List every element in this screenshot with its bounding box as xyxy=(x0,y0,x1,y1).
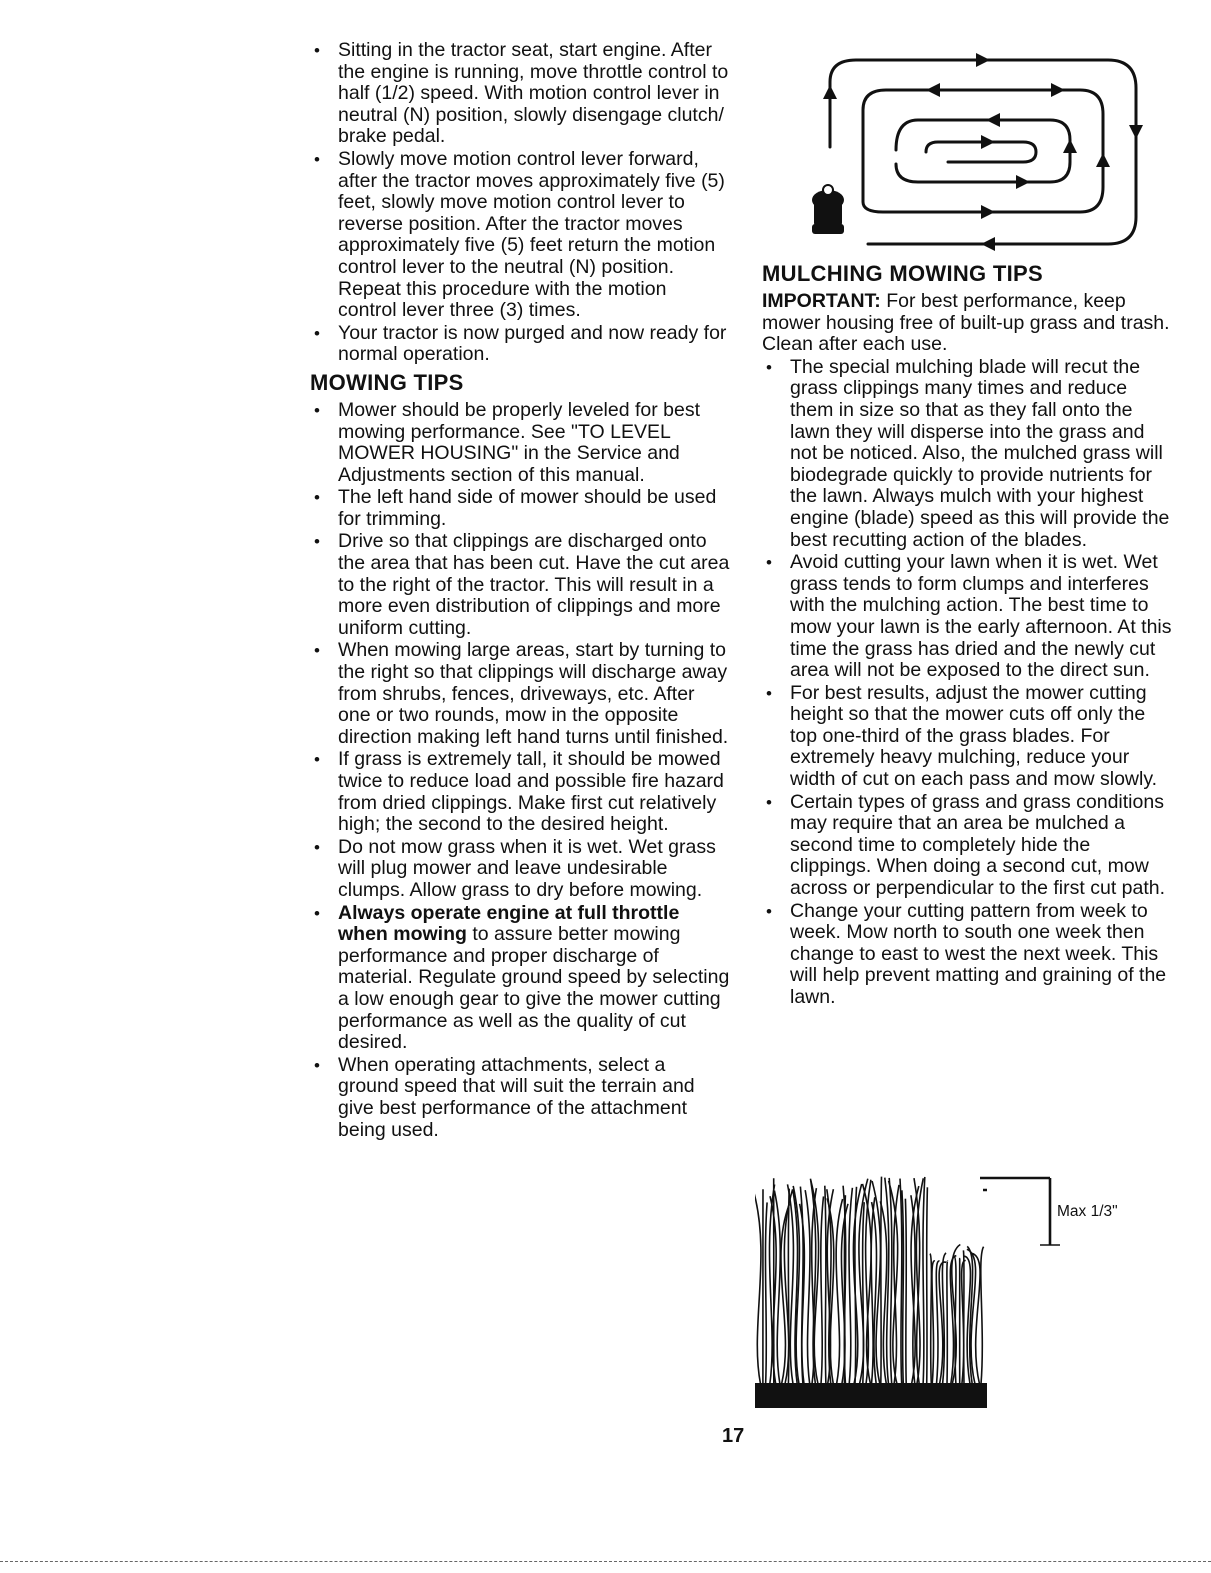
mowing-pattern-diagram xyxy=(808,52,1148,252)
mulching-tips-list xyxy=(762,357,1174,1009)
grass-blade xyxy=(900,1179,902,1384)
tractor-icon xyxy=(812,185,844,234)
grass-blade xyxy=(805,1190,810,1384)
list-item: • The left hand side of mower should be used for trimming. xyxy=(310,487,730,530)
list-item: • Mower should be properly leveled for best mowing performance. See "TO LEVEL MOWER HOUSING" in the Service and Adjustments section of this manual. xyxy=(310,400,730,486)
list-item: • When operating attachments, select a ground speed that will suit the terrain and give best performance of the attachment being used. xyxy=(310,1055,730,1141)
grass-blade xyxy=(905,1199,906,1384)
mowing-tips-heading: MOWING TIPS xyxy=(310,369,464,395)
grass-blade xyxy=(863,1202,865,1384)
list-item: • For best results, adjust the mower cutting height so that the mower cuts off only the top one-third of the grass blades. For extremely heavy mulching, reduce your width of cut on each pass and mow slowly. xyxy=(762,683,1174,791)
grass-blade xyxy=(765,1202,767,1384)
list-item: • Your tractor is now purged and now ready for normal operation. xyxy=(310,323,730,366)
important-label: IMPORTANT: xyxy=(762,290,881,312)
grass-blade xyxy=(923,1177,925,1384)
list-item: • Do not mow grass when it is wet. Wet grass will plug mower and leave undesirable clumps. Allow grass to dry before mowing. xyxy=(310,837,730,902)
grass-blade xyxy=(963,1250,964,1384)
grass-blade xyxy=(889,1178,892,1384)
grass-blade xyxy=(981,1247,984,1384)
grass-blade xyxy=(942,1253,946,1384)
list-item: • The special mulching blade will recut the grass clippings many times and reduce them in size so that as they fall onto the lawn they will disperse into the grass and not be noticed. Also, the mulched grass will biodegrade quickly to provide nutrients for the lawn. Always mulch with your highest engine (blade) speed as this will provide the best recutting action of the blades. xyxy=(762,357,1174,551)
grass-blade xyxy=(947,1261,948,1384)
grass-blade xyxy=(821,1196,824,1384)
max-height-label: Max 1/3" xyxy=(1057,1203,1118,1220)
grass-cut-height-illustration xyxy=(755,1168,987,1408)
grass-blade xyxy=(855,1187,857,1384)
grass-blade xyxy=(932,1261,935,1384)
list-item: • Slowly move motion control lever forward, after the tractor moves approximately five (5) feet, slowly move motion control lever to reverse position. After the tractor moves approximately five (5) feet return the motion control lever to the neutral (N) position. Repeat this procedure with the motion control lever three (3) times. xyxy=(310,149,730,322)
list-item: • Sitting in the tractor seat, start engine. After the engine is running, move throttle control to half (1/2) speed. With motion control lever in neutral (N) position, slowly disengage clutch/ brake pedal. xyxy=(310,40,730,148)
right-column xyxy=(762,257,1174,1010)
grass-blade xyxy=(849,1188,852,1384)
important-note xyxy=(762,291,1174,356)
list-item: • Change your cutting pattern from week to week. Mow north to south one week then change to east to west the next week. This will help prevent matting and graining of the lawn. xyxy=(762,901,1174,1009)
grass-blade xyxy=(755,1193,761,1384)
mulching-tips-heading: MULCHING MOWING TIPS xyxy=(762,261,1043,286)
page-bottom-rule xyxy=(0,1561,1211,1562)
page-number: 17 xyxy=(722,1425,745,1447)
list-item-text: to assure better mowing performance and proper discharge of material. Regulate ground speed by selecting a low enough gear to give the mower cutting performance as well as the quality of cut desired. xyxy=(338,923,730,1054)
list-item: • If grass is extremely tall, it should be mowed twice to reduce load and possible fire hazard from dried clippings. Make first cut relatively high; the second to the desired height. xyxy=(310,749,730,835)
list-item: • Drive so that clippings are discharged onto the area that has been cut. Have the cut area to the right of the tractor. This will result in a more even distribution of clippings and more uniform cutting. xyxy=(310,531,730,639)
left-column xyxy=(310,40,730,1142)
mowing-tips-list xyxy=(310,400,730,1141)
grass-blade xyxy=(836,1199,842,1384)
grass-blade xyxy=(825,1186,826,1384)
list-item-lead: Always operate engine at full throttle when mowing xyxy=(338,901,680,946)
list-item: • When mowing large areas, start by turning to the right so that clippings will discharge away from shrubs, fences, driveways, etc. After one or two rounds, mow in the opposite direction making left hand turns until finished. xyxy=(310,640,730,748)
important-text: For best performance, keep mower housing free of built-up grass and trash. Clean after each use. xyxy=(762,290,1170,356)
grass-blade xyxy=(927,1187,928,1384)
purge-procedure-list xyxy=(310,40,730,366)
list-item: • Avoid cutting your lawn when it is wet. Wet grass tends to form clumps and interferes with the mulching action. The best time to mow your lawn is the early afternoon. At this time the grass has dried and the newly cut area will not be exposed to the direct sun. xyxy=(762,552,1174,682)
grass-blade xyxy=(788,1189,789,1384)
list-item: • Certain types of grass and grass conditions may require that an area be mulched a second time to completely hide the clippings. When doing a second cut, mow across or perpendicular to the first cut path. xyxy=(762,792,1174,900)
list-item xyxy=(310,903,730,1054)
grass-blade xyxy=(954,1256,956,1384)
